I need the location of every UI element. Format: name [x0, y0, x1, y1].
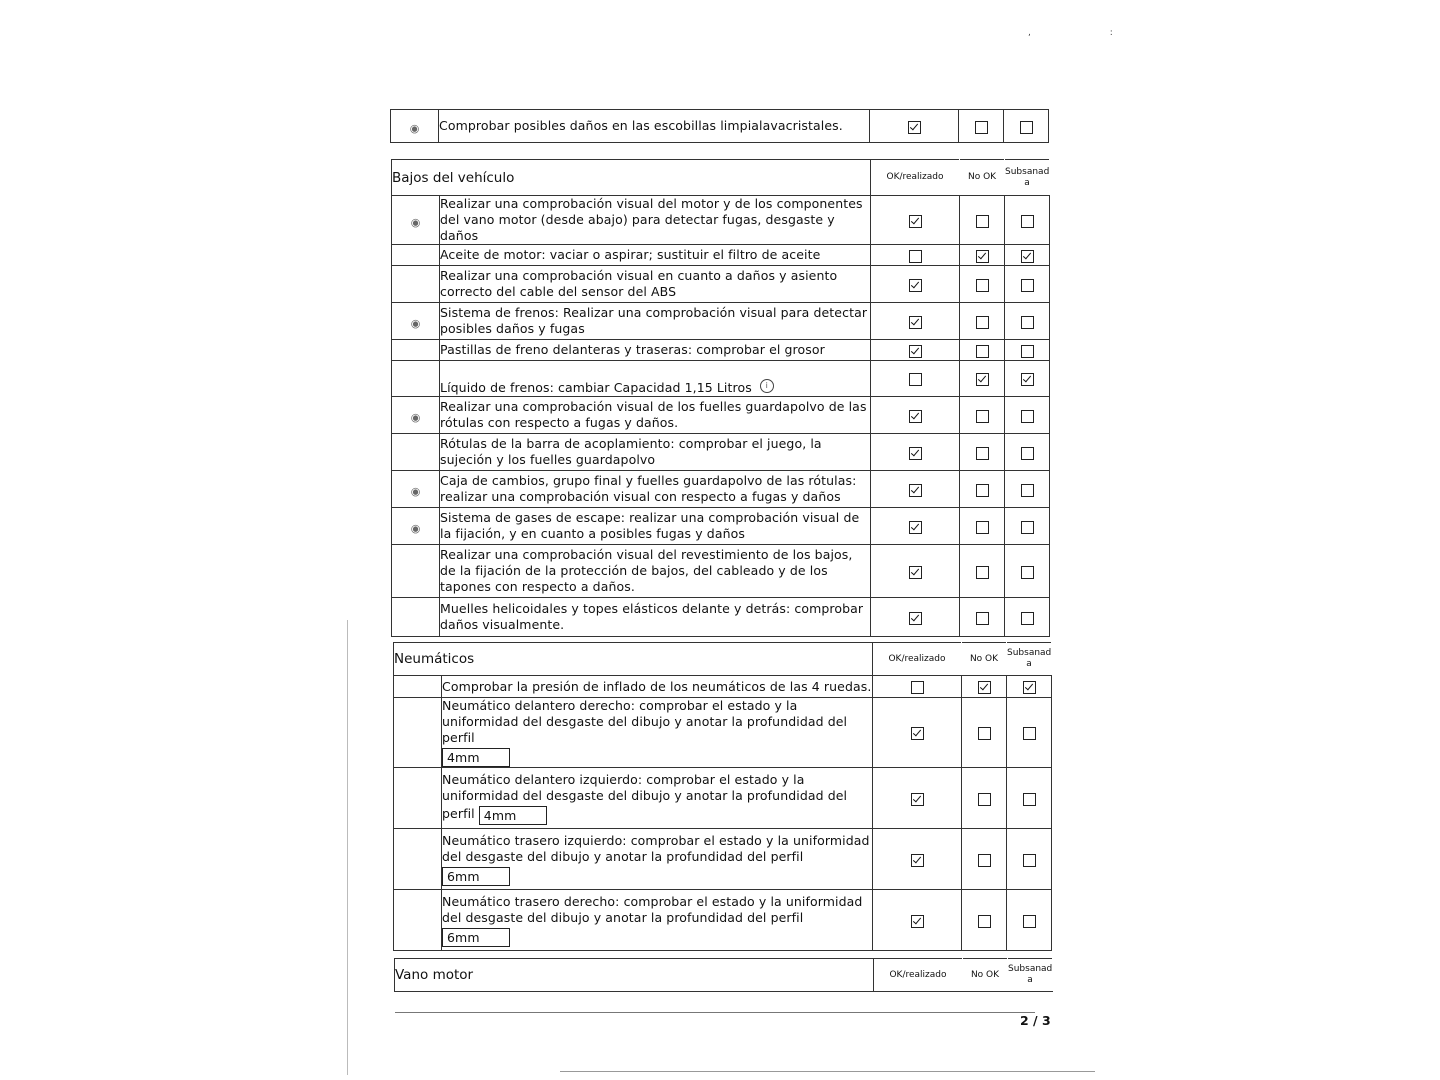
depth-field[interactable]: 6mm — [442, 867, 510, 886]
table-row — [391, 110, 1049, 143]
checkbox-no-ok[interactable] — [976, 279, 989, 292]
scan-marks: , : — [1028, 28, 1151, 38]
checkbox-subsanada[interactable] — [1020, 121, 1033, 134]
eye-icon: ◉ — [409, 121, 420, 135]
neumaticos-table — [393, 642, 1052, 951]
checkbox-subsanada[interactable] — [1021, 521, 1034, 534]
table-row — [394, 768, 1052, 829]
vano-motor-table — [394, 958, 1053, 992]
section-title: Vano motor — [395, 959, 874, 992]
item-text: Comprobar posibles daños en las escobillas limpialavacristales. — [439, 110, 870, 143]
item-text: Líquido de frenos: cambiar Capacidad 1,15 Litros — [440, 380, 752, 395]
checkbox-subsanada[interactable] — [1023, 915, 1036, 928]
col-no-ok-header: No OK — [962, 643, 1007, 676]
table-row — [392, 434, 1050, 471]
eye-icon: ◉ — [410, 484, 421, 498]
item-text: Realizar una comprobación visual de los fuelles guardapolvo de las rótulas con respecto a fugas y daños. — [440, 397, 871, 434]
col-ok-header: OK/realizado — [873, 643, 962, 676]
checkbox-subsanada[interactable] — [1023, 727, 1036, 740]
section-header — [394, 643, 1052, 676]
table-row — [394, 890, 1052, 951]
checkbox-ok[interactable] — [911, 793, 924, 806]
checkbox-ok[interactable] — [909, 447, 922, 460]
col-no-ok-header: No OK — [963, 959, 1008, 992]
checkbox-ok[interactable] — [909, 484, 922, 497]
checkbox-subsanada[interactable] — [1023, 681, 1036, 694]
item-text: Realizar una comprobación visual del revestimiento de los bajos, de la fijación de la protección de bajos, del cableado y de los tapones con respecto a daños. — [440, 545, 871, 598]
checkbox-subsanada[interactable] — [1021, 250, 1034, 263]
table-row — [392, 196, 1050, 245]
eye-icon: ◉ — [410, 215, 421, 229]
checkbox-ok[interactable] — [911, 681, 924, 694]
checkbox-no-ok[interactable] — [978, 681, 991, 694]
section-title: Bajos del vehículo — [392, 160, 871, 196]
checkbox-no-ok[interactable] — [976, 250, 989, 263]
item-text: Caja de cambios, grupo final y fuelles guardapolvo de las rótulas: realizar una comprobación visual con respecto a fugas y daños — [440, 471, 871, 508]
item-text: Aceite de motor: vaciar o aspirar; sustituir el filtro de aceite — [440, 245, 871, 266]
checkbox-subsanada[interactable] — [1023, 854, 1036, 867]
item-text: Comprobar la presión de inflado de los neumáticos de las 4 ruedas. — [442, 676, 873, 698]
checkbox-no-ok[interactable] — [975, 121, 988, 134]
checkbox-ok[interactable] — [909, 521, 922, 534]
checkbox-no-ok[interactable] — [976, 612, 989, 625]
depth-field[interactable]: 6mm — [442, 928, 510, 947]
table-row — [392, 361, 1050, 397]
checkbox-no-ok[interactable] — [978, 793, 991, 806]
checkbox-ok[interactable] — [911, 854, 924, 867]
checkbox-ok[interactable] — [911, 727, 924, 740]
top-table — [390, 109, 1049, 143]
item-text-cell — [442, 698, 873, 768]
eye-icon: ◉ — [410, 521, 421, 535]
checkbox-ok[interactable] — [909, 566, 922, 579]
table-row — [392, 266, 1050, 303]
table-row — [392, 245, 1050, 266]
checkbox-subsanada[interactable] — [1021, 612, 1034, 625]
checkbox-no-ok[interactable] — [978, 915, 991, 928]
section-title: Neumáticos — [394, 643, 873, 676]
checkbox-ok[interactable] — [909, 316, 922, 329]
checkbox-subsanada[interactable] — [1021, 410, 1034, 423]
checkbox-no-ok[interactable] — [976, 566, 989, 579]
checkbox-subsanada[interactable] — [1021, 373, 1034, 386]
item-text: Sistema de frenos: Realizar una comprobación visual para detectar posibles daños y fugas — [440, 303, 871, 340]
item-text-cell — [442, 768, 873, 829]
item-text: Realizar una comprobación visual del motor y de los componentes del vano motor (desde abajo) para detectar fugas, desgaste y daños — [440, 196, 871, 245]
item-text-cell — [440, 361, 871, 397]
checkbox-no-ok[interactable] — [978, 727, 991, 740]
checkbox-no-ok[interactable] — [976, 345, 989, 358]
table-row — [392, 598, 1050, 637]
item-text: Neumático trasero izquierdo: comprobar el estado y la uniformidad del desgaste del dibujo y anotar la profundidad del perfil — [442, 832, 870, 864]
checkbox-no-ok[interactable] — [976, 373, 989, 386]
item-text: Neumático delantero derecho: comprobar el estado y la uniformidad del desgaste del dibujo y anotar la profundidad del perfil — [442, 698, 848, 745]
scan-edge-line — [347, 620, 348, 1075]
checkbox-subsanada[interactable] — [1021, 316, 1034, 329]
col-subsanada-header: Subsanad a — [1008, 959, 1053, 992]
checkbox-subsanada[interactable] — [1021, 447, 1034, 460]
eye-icon: ◉ — [410, 410, 421, 424]
eye-icon: ◉ — [410, 316, 421, 330]
table-row — [392, 303, 1050, 340]
checkbox-ok[interactable] — [909, 410, 922, 423]
table-row — [392, 471, 1050, 508]
checkbox-no-ok[interactable] — [976, 410, 989, 423]
item-text: Sistema de gases de escape: realizar una comprobación visual de la fijación, y en cuanto a posibles fugas y daños — [440, 508, 871, 545]
table-row — [394, 676, 1052, 698]
scan-bottom-line — [560, 1071, 1095, 1072]
depth-field[interactable]: 4mm — [479, 806, 547, 825]
item-text: Realizar una comprobación visual en cuanto a daños y asiento correcto del cable del sensor del ABS — [440, 266, 871, 303]
col-no-ok-header: No OK — [960, 160, 1005, 196]
table-row — [392, 508, 1050, 545]
col-subsanada-header: Subsanad a — [1007, 643, 1052, 676]
checkbox-subsanada[interactable] — [1023, 793, 1036, 806]
item-text: Neumático trasero derecho: comprobar el estado y la uniformidad del desgaste del dibujo y anotar la profundidad del perfil — [442, 893, 863, 925]
item-text-cell — [442, 829, 873, 890]
checkbox-no-ok[interactable] — [978, 854, 991, 867]
item-text: Neumático delantero izquierdo: comprobar el estado y la uniformidad del desgaste del dibujo y anotar la profundidad del perfil — [442, 771, 848, 821]
table-row — [394, 698, 1052, 768]
checkbox-subsanada[interactable] — [1021, 345, 1034, 358]
checkbox-no-ok[interactable] — [976, 484, 989, 497]
checkbox-subsanada[interactable] — [1021, 215, 1034, 228]
checkbox-ok[interactable] — [908, 121, 921, 134]
col-ok-header: OK/realizado — [874, 959, 963, 992]
page-number: 2 / 3 — [1020, 1013, 1051, 1028]
checkbox-ok[interactable] — [909, 279, 922, 292]
checkbox-ok[interactable] — [909, 250, 922, 263]
depth-field[interactable]: 4mm — [442, 748, 510, 767]
checkbox-ok[interactable] — [909, 345, 922, 358]
checkbox-ok[interactable] — [909, 612, 922, 625]
table-row — [392, 397, 1050, 434]
footer-divider — [395, 1012, 1035, 1013]
checkbox-no-ok[interactable] — [976, 316, 989, 329]
section-header — [395, 959, 1053, 992]
item-text-cell — [442, 890, 873, 951]
checkbox-subsanada[interactable] — [1021, 279, 1034, 292]
item-text: Muelles helicoidales y topes elásticos delante y detrás: comprobar daños visualmente. — [440, 598, 871, 637]
checkbox-ok[interactable] — [909, 373, 922, 386]
col-subsanada-header: Subsanad a — [1005, 160, 1050, 196]
checkbox-no-ok[interactable] — [976, 215, 989, 228]
table-row — [394, 829, 1052, 890]
table-row — [392, 545, 1050, 598]
item-text: Pastillas de freno delanteras y traseras: comprobar el grosor — [440, 340, 871, 361]
checkbox-subsanada[interactable] — [1021, 566, 1034, 579]
checkbox-ok[interactable] — [909, 215, 922, 228]
checkbox-subsanada[interactable] — [1021, 484, 1034, 497]
item-text: Rótulas de la barra de acoplamiento: comprobar el juego, la sujeción y los fuelles guardapolvo — [440, 434, 871, 471]
checkbox-no-ok[interactable] — [976, 447, 989, 460]
info-icon[interactable]: i — [760, 379, 774, 393]
bajos-table — [391, 159, 1050, 637]
checkbox-no-ok[interactable] — [976, 521, 989, 534]
section-header — [392, 160, 1050, 196]
row-icon-cell — [391, 110, 439, 143]
checkbox-ok[interactable] — [911, 915, 924, 928]
col-ok-header: OK/realizado — [871, 160, 960, 196]
table-row — [392, 340, 1050, 361]
